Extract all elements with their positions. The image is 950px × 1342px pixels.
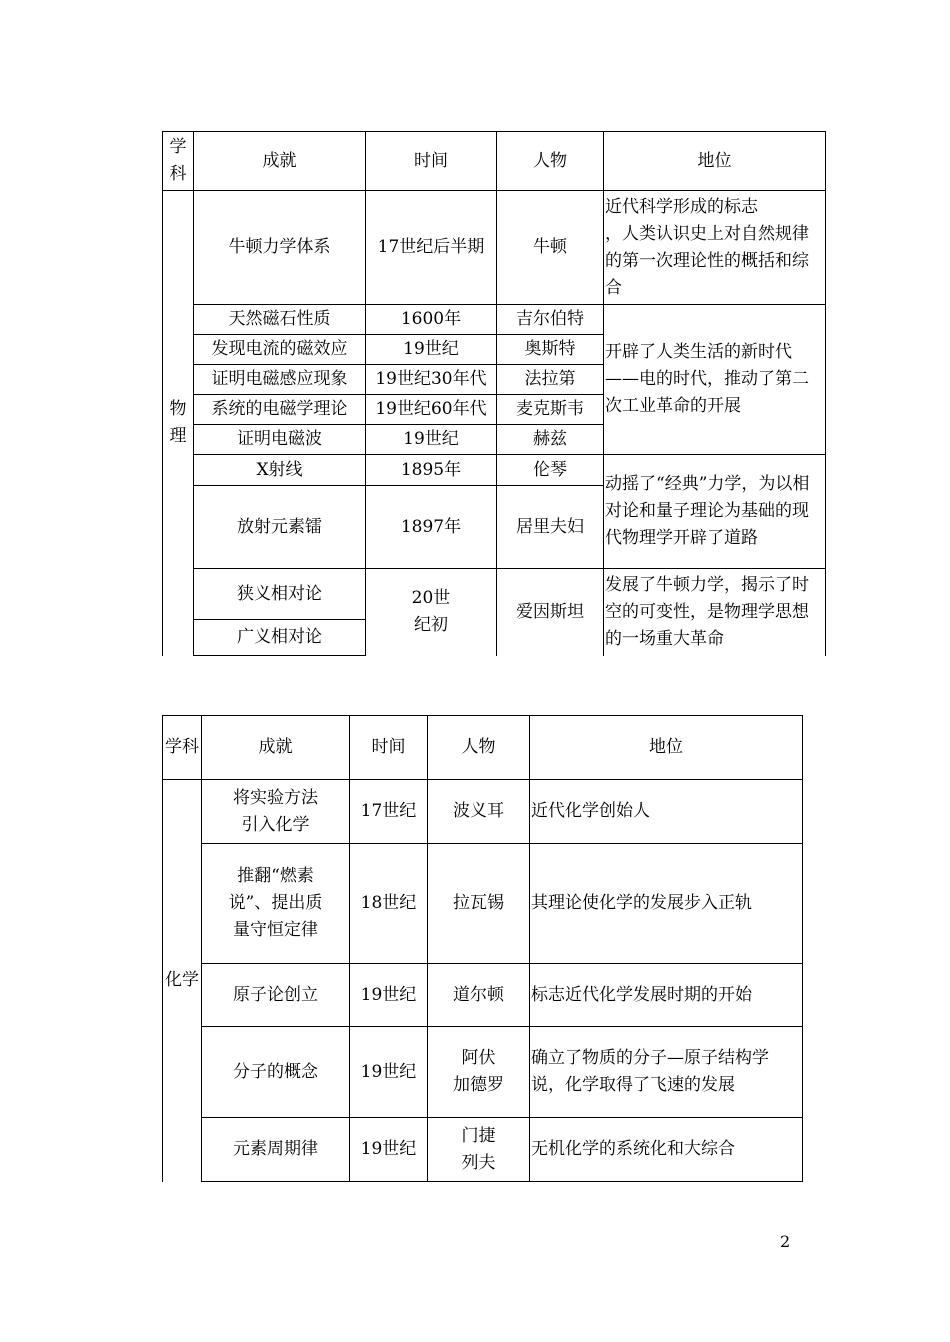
table-cell: 门捷 列夫 <box>428 1118 530 1182</box>
table-cell: 狭义相对论 <box>194 569 366 620</box>
table-cell: 19世纪 <box>366 425 497 455</box>
table-cell: 19世纪 <box>366 335 497 365</box>
table-cell: 17世纪 <box>350 780 428 844</box>
table-cell: 广义相对论 <box>194 620 366 656</box>
header-subject: 学科 <box>163 716 202 780</box>
table-cell: 赫兹 <box>497 425 604 455</box>
table-cell: 发现电流的磁效应 <box>194 335 366 365</box>
header-achievement: 成就 <box>194 132 366 191</box>
table-cell: 推翻“燃素 说”、提出质 量守恒定律 <box>202 844 350 964</box>
table-cell: 吉尔伯特 <box>497 305 604 335</box>
header-time: 时间 <box>350 716 428 780</box>
subject-chemistry: 化学 <box>163 780 202 1182</box>
table-cell: 原子论创立 <box>202 964 350 1027</box>
table-cell: 麦克斯韦 <box>497 395 604 425</box>
table-cell: 奥斯特 <box>497 335 604 365</box>
status-cell: 近代化学创始人 <box>530 780 803 844</box>
table-cell: 牛顿力学体系 <box>194 191 366 305</box>
table-cell: 证明电磁感应现象 <box>194 365 366 395</box>
status-cell: 其理论使化学的发展步入正轨 <box>530 844 803 964</box>
header-status: 地位 <box>604 132 826 191</box>
status-cell: 发展了牛顿力学，揭示了时空的可变性，是物理学思想的一场重大革命 <box>604 569 826 656</box>
table-cell: 天然磁石性质 <box>194 305 366 335</box>
table-cell: 放射元素镭 <box>194 486 366 569</box>
table-cell: 道尔顿 <box>428 964 530 1027</box>
table-cell: 阿伏 加德罗 <box>428 1027 530 1118</box>
status-cell: 近代科学形成的标志 ，人类认识史上对自然规律的第一次理论性的概括和综合 <box>604 191 826 305</box>
table-cell: 1895年 <box>366 455 497 486</box>
table-cell: 爱因斯坦 <box>497 569 604 656</box>
table-cell: 20世 纪初 <box>366 569 497 656</box>
table-cell: 19世纪60年代 <box>366 395 497 425</box>
table-cell: 19世纪 <box>350 964 428 1027</box>
table-cell: 19世纪30年代 <box>366 365 497 395</box>
table-cell: 法拉第 <box>497 365 604 395</box>
table-cell: 1600年 <box>366 305 497 335</box>
table-cell: 1897年 <box>366 486 497 569</box>
header-time: 时间 <box>366 132 497 191</box>
header-subject: 学 科 <box>163 132 194 191</box>
chemistry-table <box>162 715 803 1182</box>
header-status: 地位 <box>530 716 803 780</box>
physics-table <box>162 131 826 656</box>
page-number: 2 <box>780 1232 791 1251</box>
table-cell: 证明电磁波 <box>194 425 366 455</box>
table-cell: 19世纪 <box>350 1027 428 1118</box>
table-cell: 元素周期律 <box>202 1118 350 1182</box>
header-person: 人物 <box>497 132 604 191</box>
status-cell: 确立了物质的分子—原子结构学说，化学取得了飞速的发展 <box>530 1027 803 1118</box>
table-cell: 将实验方法 引入化学 <box>202 780 350 844</box>
table-cell: 拉瓦锡 <box>428 844 530 964</box>
header-person: 人物 <box>428 716 530 780</box>
table-cell: 波义耳 <box>428 780 530 844</box>
table-cell: 19世纪 <box>350 1118 428 1182</box>
status-cell: 标志近代化学发展时期的开始 <box>530 964 803 1027</box>
status-cell: 开辟了人类生活的新时代——电的时代，推动了第二次工业革命的开展 <box>604 305 826 455</box>
table-cell: 系统的电磁学理论 <box>194 395 366 425</box>
table-cell: 18世纪 <box>350 844 428 964</box>
table-cell: 居里夫妇 <box>497 486 604 569</box>
table-cell: 牛顿 <box>497 191 604 305</box>
table-cell: 伦琴 <box>497 455 604 486</box>
header-achievement: 成就 <box>202 716 350 780</box>
status-cell: 无机化学的系统化和大综合 <box>530 1118 803 1182</box>
table-cell: X射线 <box>194 455 366 486</box>
status-cell: 动摇了“经典”力学，为以相对论和量子理论为基础的现代物理学开辟了道路 <box>604 455 826 569</box>
subject-physics: 物 理 <box>163 191 194 656</box>
table-cell: 分子的概念 <box>202 1027 350 1118</box>
table-cell: 17世纪后半期 <box>366 191 497 305</box>
